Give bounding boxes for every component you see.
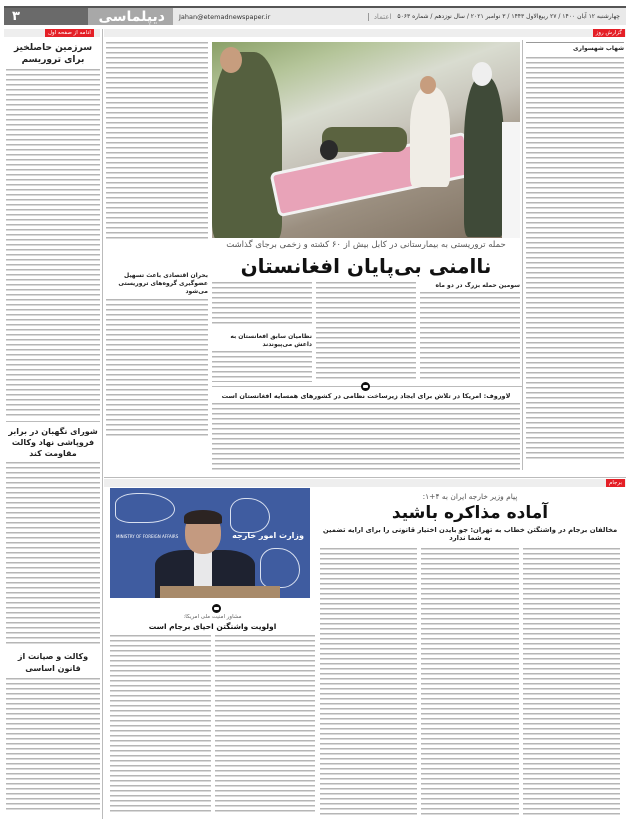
minister-figure [150,510,260,598]
photo-caption-kicker: حمله تروریستی به بیمارستانی در کابل بیش از ۶۰ کشته و زخمی برجای گذاشت [226,240,506,250]
right-column [526,42,624,462]
us-advisor-kicker: مشاور امنیت ملی امریکا: [183,614,242,620]
subhead-third-attack: سومین حمله بزرگ در دو ماه [435,282,520,289]
tag-report-of-day: گزارش روز [593,29,625,37]
dateline: چهارشنبه ۱۲ آبان ۱۴۰۰ / ۲۷ ربیع‌الاول ۱۴۴۳ / ۳ نوامبر ۲۰۲۱ / سال نوزدهم / شماره ۵۰۶۳ [397,13,620,20]
tag-barjam: برجام [606,479,625,487]
ministry-banner-en: MINISTRY OF FOREIGN AFFAIRS [116,534,179,539]
left-body-1-lines [6,69,100,417]
podium [160,586,280,598]
lavrov-story [212,392,520,472]
barjam-kicker: پیام وزیر خارجه ایران به ۴+۱: [422,492,518,501]
main-subbar [104,29,626,37]
news-agency-icon [212,604,221,613]
barjam-subbar [104,479,626,487]
barjam-headline: آماده مذاکره باشید [391,503,549,523]
us-advisor-headline: اولویت واشنگتن احیای برجام است [148,622,277,631]
header-right [368,13,620,21]
ministry-banner-fa: وزارت امور خارجه [232,531,304,540]
main-headline: ناامنی بی‌پایان افغانستان [240,254,492,278]
left-headline-2: شورای نگهبان در برابر فروپاشی نهاد وکالت مقاومت کند [8,427,98,458]
barjam-headline-block [320,492,620,542]
afghan-story-col-1 [420,282,520,382]
afghan-story-col-2 [316,282,416,382]
page-header [4,8,626,25]
section-title: دیپلماسی [88,8,173,25]
subhead-former-soldiers: نظامیان سابق افغانستان به داعش می‌پیوندند [230,333,312,348]
column-divider [522,40,523,470]
tag-continued: ادامه از صفحه اول [45,29,94,37]
left-headline-3: وکالت و صیانت از قانون اساسی [17,652,89,673]
barjam-subhead: مخالفان برجام در واشنگتن خطاب به تهران: جو بایدن اختیار قانونی را برای ارایه تضمین به شما ندارد [322,526,618,542]
column-divider [102,29,103,819]
us-advisor-story [110,614,315,818]
left-body-3-lines [6,678,100,812]
page-number: ۳ [4,8,88,25]
left-headline-1: سرزمین حاصلخیز برای تروریسم [13,43,93,65]
subhead-economic-crisis: بحران اقتصادی باعث تسهیل عضوگیری گروه‌های تروریستی می‌شود [118,272,208,295]
lavrov-headline: لاوروف: امریکا در تلاش برای ایجاد زیرساخت نظامی در کشورهای همسایه افغانستان است [221,392,511,400]
left-column [6,42,100,812]
contact-email[interactable]: Jahan@etemadnewspaper.ir [179,12,271,21]
left-body-2-lines [6,462,100,645]
afghan-continuation-column [106,42,208,477]
afghan-story-col-3 [212,282,312,382]
news-agency-icon [361,382,370,391]
byline: شهاب شهسواری [526,42,624,53]
header-info-bar [173,8,626,25]
barjam-body [320,548,620,816]
newspaper-logo: اعتماد [368,13,392,21]
photo-foreign-minister [110,488,310,598]
photo-kabul-hospital-attack [212,42,520,238]
